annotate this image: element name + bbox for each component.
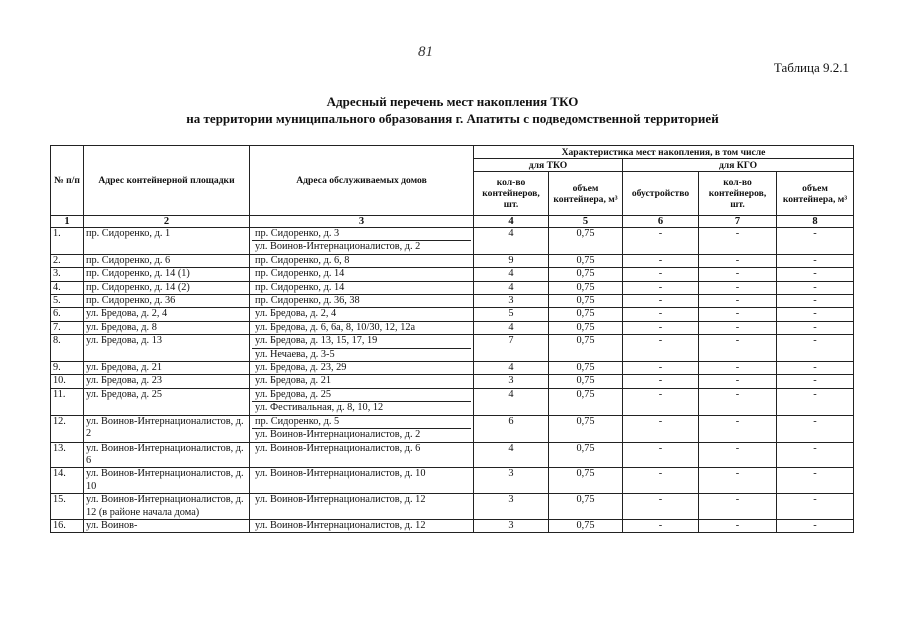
served-address-line: ул. Воинов-Интернационалистов, д. 6 [255, 442, 421, 454]
table-row [51, 519, 854, 532]
tko-container-volume: 0,75 [549, 295, 623, 308]
site-address: ул. Бредова, д. 21 [84, 362, 250, 375]
column-number-row [51, 216, 854, 228]
row-number: 1. [51, 228, 84, 255]
tko-container-volume: 0,75 [549, 442, 623, 468]
header-kgo-count: кол-во контейнеров, шт. [699, 172, 777, 216]
tko-container-volume: 0,75 [549, 362, 623, 375]
tko-container-volume: 0,75 [549, 335, 623, 362]
site-address: пр. Сидоренко, д. 1 [84, 228, 250, 255]
kgo-container-count: - [699, 494, 777, 520]
site-address: ул. Воинов-Интернационалистов, д. 2 [84, 415, 250, 442]
column-number: 6 [623, 216, 699, 228]
kgo-facility: - [623, 388, 699, 415]
served-address-line: ул. Воинов-Интернационалистов, д. 10 [255, 468, 426, 480]
kgo-container-count: - [699, 388, 777, 415]
kgo-container-volume: - [777, 494, 854, 520]
served-address-line: пр. Сидоренко, д. 14 [255, 281, 345, 293]
served-addresses [250, 375, 474, 388]
served-address-line: ул. Воинов-Интернационалистов, д. 12 [255, 494, 426, 506]
served-address-line: ул. Воинов-Интернационалистов, д. 12 [255, 519, 426, 531]
served-address-line: ул. Бредова, д. 13, 15, 17, 19 [252, 335, 471, 348]
row-number: 3. [51, 268, 84, 281]
table-row [51, 321, 854, 334]
table-row [51, 415, 854, 442]
kgo-container-count: - [699, 321, 777, 334]
tko-container-count: 3 [474, 494, 549, 520]
tko-container-count: 4 [474, 281, 549, 294]
row-number: 9. [51, 362, 84, 375]
row-number: 14. [51, 468, 84, 494]
kgo-facility: - [623, 295, 699, 308]
served-addresses [250, 281, 474, 294]
row-number: 4. [51, 281, 84, 294]
kgo-facility: - [623, 494, 699, 520]
kgo-container-volume: - [777, 442, 854, 468]
site-address: пр. Сидоренко, д. 14 (2) [84, 281, 250, 294]
tko-container-volume: 0,75 [549, 519, 623, 532]
served-address-line: ул. Бредова, д. 2, 4 [255, 308, 337, 320]
table-row [51, 468, 854, 494]
header-kgo-volume: объем контейнера, м³ [777, 172, 854, 216]
address-registry-table [50, 145, 854, 533]
tko-container-count: 4 [474, 442, 549, 468]
kgo-facility: - [623, 519, 699, 532]
served-addresses [250, 519, 474, 532]
page-number: 81 [418, 44, 433, 60]
header-served-addresses: Адреса обслуживаемых домов [250, 146, 474, 216]
row-number: 15. [51, 494, 84, 520]
kgo-container-volume: - [777, 388, 854, 415]
kgo-facility: - [623, 362, 699, 375]
tko-container-volume: 0,75 [549, 268, 623, 281]
tko-container-volume: 0,75 [549, 468, 623, 494]
kgo-facility: - [623, 415, 699, 442]
header-tko: для ТКО [474, 159, 623, 172]
row-number: 13. [51, 442, 84, 468]
tko-container-volume: 0,75 [549, 494, 623, 520]
kgo-facility: - [623, 281, 699, 294]
kgo-facility: - [623, 335, 699, 362]
tko-container-volume: 0,75 [549, 375, 623, 388]
table-body [51, 228, 854, 533]
kgo-facility: - [623, 375, 699, 388]
served-addresses [250, 254, 474, 267]
kgo-container-volume: - [777, 321, 854, 334]
kgo-facility: - [623, 268, 699, 281]
kgo-container-volume: - [777, 375, 854, 388]
column-number: 1 [51, 216, 84, 228]
kgo-container-count: - [699, 281, 777, 294]
header-site-address: Адрес контейнерной площадки [84, 146, 250, 216]
served-addresses [250, 494, 474, 520]
served-address-line: пр. Сидоренко, д. 14 [255, 268, 345, 280]
served-address-line: ул. Бредова, д. 23, 29 [255, 362, 347, 374]
tko-container-volume: 0,75 [549, 388, 623, 415]
served-addresses [250, 308, 474, 321]
column-number: 7 [699, 216, 777, 228]
tko-container-count: 3 [474, 295, 549, 308]
kgo-container-count: - [699, 228, 777, 255]
served-address-line: ул. Нечаева, д. 3-5 [255, 348, 335, 360]
served-address-line: пр. Сидоренко, д. 6, 8 [255, 254, 350, 266]
kgo-container-volume: - [777, 268, 854, 281]
served-addresses [250, 468, 474, 494]
kgo-container-count: - [699, 254, 777, 267]
served-addresses [250, 442, 474, 468]
tko-container-count: 4 [474, 388, 549, 415]
site-address: ул. Воинов-Интернационалистов, д. 10 [84, 468, 250, 494]
tko-container-volume: 0,75 [549, 254, 623, 267]
served-addresses [250, 415, 474, 442]
kgo-container-volume: - [777, 295, 854, 308]
kgo-container-volume: - [777, 228, 854, 255]
site-address: ул. Воинов-Интернационалистов, д. 6 [84, 442, 250, 468]
column-number: 5 [549, 216, 623, 228]
kgo-container-count: - [699, 268, 777, 281]
served-addresses [250, 335, 474, 362]
served-address-line: пр. Сидоренко, д. 3 [252, 228, 471, 241]
kgo-container-volume: - [777, 415, 854, 442]
header-num: № п/п [51, 146, 84, 216]
kgo-container-volume: - [777, 519, 854, 532]
site-address: ул. Бредова, д. 8 [84, 321, 250, 334]
site-address: пр. Сидоренко, д. 36 [84, 295, 250, 308]
kgo-container-count: - [699, 442, 777, 468]
served-addresses [250, 268, 474, 281]
kgo-container-volume: - [777, 254, 854, 267]
tko-container-count: 7 [474, 335, 549, 362]
tko-container-count: 9 [474, 254, 549, 267]
table-row [51, 375, 854, 388]
table-row [51, 494, 854, 520]
table-row [51, 295, 854, 308]
kgo-container-count: - [699, 295, 777, 308]
tko-container-count: 4 [474, 321, 549, 334]
kgo-facility: - [623, 254, 699, 267]
served-addresses [250, 388, 474, 415]
tko-container-count: 6 [474, 415, 549, 442]
served-address-line: ул. Воинов-Интернационалистов, д. 2 [255, 429, 421, 441]
site-address: ул. Бредова, д. 23 [84, 375, 250, 388]
tko-container-count: 3 [474, 519, 549, 532]
served-address-line: пр. Сидоренко, д. 5 [252, 416, 471, 429]
table-row [51, 335, 854, 362]
kgo-container-count: - [699, 415, 777, 442]
kgo-container-volume: - [777, 335, 854, 362]
table-header [51, 146, 854, 228]
tko-container-volume: 0,75 [549, 281, 623, 294]
site-address: пр. Сидоренко, д. 6 [84, 254, 250, 267]
kgo-container-volume: - [777, 308, 854, 321]
row-number: 16. [51, 519, 84, 532]
kgo-container-count: - [699, 335, 777, 362]
kgo-facility: - [623, 468, 699, 494]
kgo-facility: - [623, 321, 699, 334]
title-line-1: Адресный перечень мест накопления ТКО [326, 94, 579, 109]
site-address: ул. Бредова, д. 2, 4 [84, 308, 250, 321]
kgo-facility: - [623, 228, 699, 255]
table-row [51, 268, 854, 281]
served-address-line: пр. Сидоренко, д. 36, 38 [255, 295, 360, 307]
table-label: Таблица 9.2.1 [773, 60, 849, 75]
table-row [51, 442, 854, 468]
row-number: 11. [51, 388, 84, 415]
row-number: 12. [51, 415, 84, 442]
tko-container-count: 4 [474, 362, 549, 375]
served-address-line: ул. Бредова, д. 25 [252, 389, 471, 402]
kgo-container-count: - [699, 468, 777, 494]
header-tko-count: кол-во контейнеров, шт. [474, 172, 549, 216]
site-address: ул. Бредова, д. 13 [84, 335, 250, 362]
row-number: 7. [51, 321, 84, 334]
kgo-container-count: - [699, 362, 777, 375]
kgo-facility: - [623, 308, 699, 321]
table-row [51, 388, 854, 415]
header-tko-volume: объем контейнера, м³ [549, 172, 623, 216]
served-addresses [250, 321, 474, 334]
tko-container-count: 5 [474, 308, 549, 321]
served-address-line: ул. Бредова, д. 6, 6а, 8, 10/30, 12, 12а [255, 321, 416, 333]
tko-container-volume: 0,75 [549, 228, 623, 255]
table-row [51, 254, 854, 267]
served-addresses [250, 362, 474, 375]
table-row [51, 228, 854, 255]
table-row [51, 362, 854, 375]
row-number: 6. [51, 308, 84, 321]
table-row [51, 308, 854, 321]
row-number: 10. [51, 375, 84, 388]
kgo-container-volume: - [777, 281, 854, 294]
served-addresses [250, 295, 474, 308]
header-characteristics: Характеристика мест накопления, в том числе [474, 146, 854, 159]
tko-container-count: 3 [474, 468, 549, 494]
kgo-container-count: - [699, 519, 777, 532]
column-number: 3 [250, 216, 474, 228]
column-number: 2 [84, 216, 250, 228]
site-address: ул. Воинов- [84, 519, 250, 532]
served-addresses [250, 228, 474, 255]
kgo-container-count: - [699, 375, 777, 388]
tko-container-count: 4 [474, 268, 549, 281]
kgo-container-count: - [699, 308, 777, 321]
header-kgo: для КГО [623, 159, 854, 172]
title-line-2: на территории муниципального образования г. Апатиты с подведомственной территорией [186, 111, 719, 126]
header-kgo-facility: обустройство [623, 172, 699, 216]
tko-container-volume: 0,75 [549, 308, 623, 321]
table-row [51, 281, 854, 294]
row-number: 2. [51, 254, 84, 267]
served-address-line: ул. Воинов-Интернационалистов, д. 2 [255, 241, 421, 253]
served-address-line: ул. Бредова, д. 21 [255, 375, 331, 387]
tko-container-count: 3 [474, 375, 549, 388]
row-number: 8. [51, 335, 84, 362]
site-address: пр. Сидоренко, д. 14 (1) [84, 268, 250, 281]
kgo-container-volume: - [777, 468, 854, 494]
served-address-line: ул. Фестивальная, д. 8, 10, 12 [255, 402, 384, 414]
tko-container-count: 4 [474, 228, 549, 255]
row-number: 5. [51, 295, 84, 308]
kgo-facility: - [623, 442, 699, 468]
document-title [0, 93, 905, 127]
column-number: 8 [777, 216, 854, 228]
site-address: ул. Бредова, д. 25 [84, 388, 250, 415]
site-address: ул. Воинов-Интернационалистов, д. 12 (в районе начала дома) [84, 494, 250, 520]
tko-container-volume: 0,75 [549, 415, 623, 442]
column-number: 4 [474, 216, 549, 228]
kgo-container-volume: - [777, 362, 854, 375]
tko-container-volume: 0,75 [549, 321, 623, 334]
